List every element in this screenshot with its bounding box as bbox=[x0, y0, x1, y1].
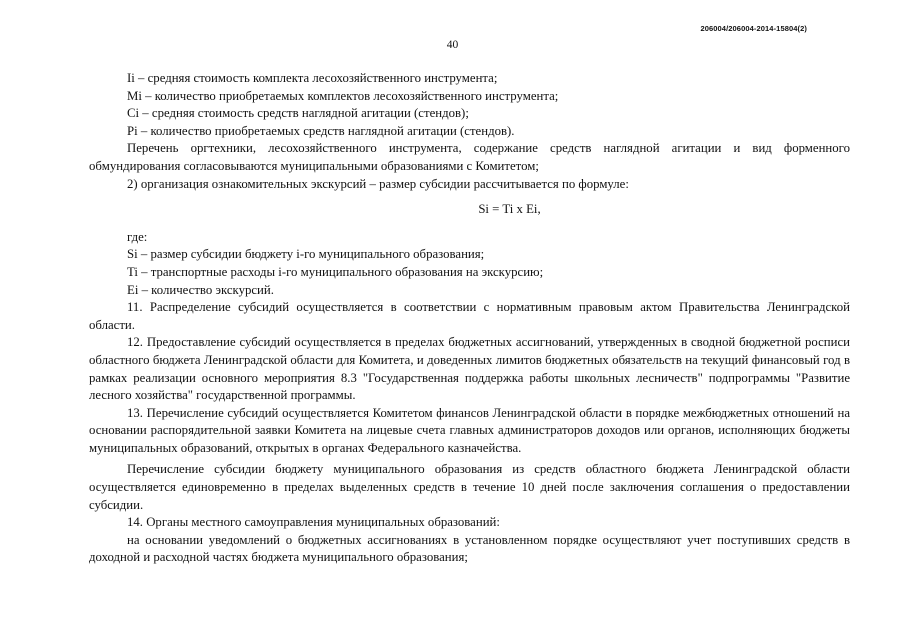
definition-line-si: Si – размер субсидии бюджету i-го муниципального образования; bbox=[127, 247, 485, 262]
paragraph-excursions: 2) организация ознакомительных экскурсий – размер субсидии рассчитывается по формуле: bbox=[127, 176, 629, 191]
where-label: где: bbox=[127, 229, 148, 244]
definition-line-ii: Ii – средняя стоимость комплекта лесохозяйственного инструмента; bbox=[127, 71, 498, 85]
definition-line-mi: Mi – количество приобретаемых комплектов лесохозяйственного инструмента; bbox=[127, 88, 559, 103]
definition-line-ei: Ei – количество экскурсий. bbox=[127, 282, 274, 297]
paragraph-11: 11. Распределение субсидий осуществляется в соответствии с нормативным правовым актом Правительства Ленинградской области. bbox=[89, 300, 850, 332]
definition-line-ti: Ti – транспортные расходы i-го муниципального образования на экскурсию; bbox=[127, 264, 544, 279]
page-number: 40 bbox=[446, 39, 459, 51]
document-body bbox=[89, 70, 850, 567]
formula: Si = Ti x Ei, bbox=[478, 202, 541, 217]
definition-line-pi: Pi – количество приобретаемых средств наглядной агитации (стендов). bbox=[127, 123, 515, 138]
paragraph-13: 13. Перечисление субсидий осуществляется Комитетом финансов Ленинградской области в порядке межбюджетных отношений на основании распорядительной заявки Комитета на лицевые счета главных администраторов доходов или органов, исполняющих бюджеты муниципальных образований, открытых в органах Федерального казначейства. bbox=[89, 405, 850, 455]
document-id: 206004/206004-2014-15804(2) bbox=[700, 24, 807, 33]
paragraph-13-transfer: Перечисление субсидии бюджету муниципального образования из средств областного бюджета Ленинградской области осуществляется единовременно в пределах выделенных средств в течение 10 дней после заключения соглашения о предоставлении субсидии. bbox=[89, 462, 850, 512]
paragraph-14: 14. Органы местного самоуправления муниципальных образований: bbox=[127, 515, 500, 530]
paragraph-12: 12. Предоставление субсидий осуществляется в пределах бюджетных ассигнований, утвержденных в сводной бюджетной росписи областного бюджета Ленинградской области для Комитета, и доведенных лимитов бюджетных обязательств на текущий финансовый год в рамках реализации основного мероприятия 8.3 "Государственная поддержка работы школьных лесничеств" подпрограммы "Развитие лесного хозяйства" государственной программы. bbox=[89, 335, 850, 403]
paragraph-orgtech: Перечень оргтехники, лесохозяйственного инструмента, содержание средств наглядной агитации и вид форменного обмундирования согласовываются муниципальными образованиями с Комитетом; bbox=[89, 141, 850, 173]
definition-line-ci: Ci – средняя стоимость средств наглядной агитации (стендов); bbox=[127, 106, 469, 121]
paragraph-14-item: на основании уведомлений о бюджетных ассигнованиях в установленном порядке осуществляют учет поступивших средств в доходной и расходной частях бюджета муниципального образования; bbox=[89, 532, 850, 565]
